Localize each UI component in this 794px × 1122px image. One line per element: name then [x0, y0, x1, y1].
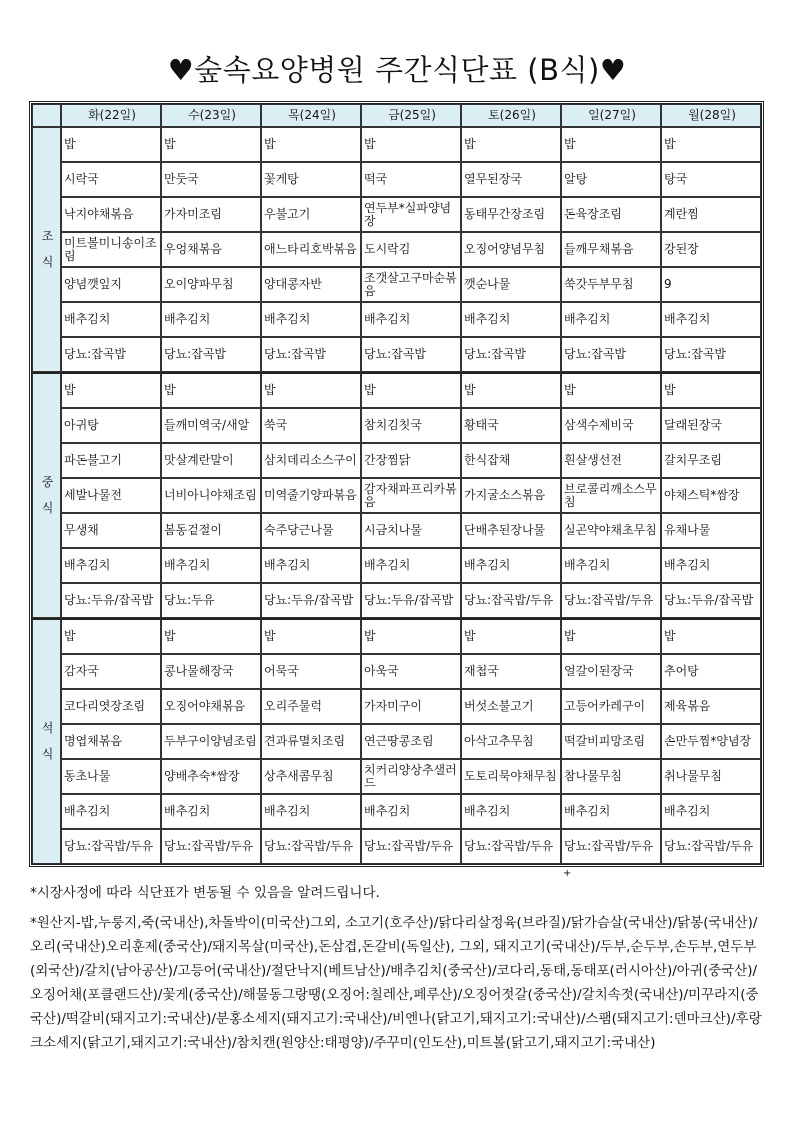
menu-cell: 우엉채볶음 [161, 232, 261, 267]
menu-cell: 떡국 [361, 162, 461, 197]
menu-cell: 취나물무침 [661, 759, 761, 794]
menu-cell: 오리주물럭 [261, 689, 361, 724]
menu-cell: 밥 [161, 372, 261, 408]
menu-cell: 당뇨:두유/잡곡밥 [361, 583, 461, 618]
menu-cell: 가자미구이 [361, 689, 461, 724]
menu-row [32, 267, 761, 302]
menu-cell: 동초나물 [61, 759, 161, 794]
menu-cell: 밥 [261, 127, 361, 162]
menu-cell: 밥 [361, 127, 461, 162]
menu-cell: 밥 [661, 618, 761, 654]
meal-label: 석 식 [32, 618, 61, 864]
menu-cell: 배추김치 [661, 794, 761, 829]
day-header: 토(26일) [461, 104, 561, 127]
menu-row [32, 443, 761, 478]
menu-cell: 실곤약야채초무침 [561, 513, 661, 548]
menu-cell: 밥 [61, 127, 161, 162]
menu-row [32, 302, 761, 337]
menu-cell: 밥 [61, 618, 161, 654]
menu-cell: 당뇨:잡곡밥/두유 [261, 829, 361, 864]
menu-cell: 밥 [661, 372, 761, 408]
menu-cell: 배추김치 [261, 794, 361, 829]
price-change-notice: *시장사정에 따라 식단표가 변동될 수 있음을 알려드립니다. [30, 885, 380, 901]
menu-cell: 세발나물전 [61, 478, 161, 513]
menu-cell: 가지굴소스볶음 [461, 478, 561, 513]
menu-cell: 당뇨:잡곡밥/두유 [661, 829, 761, 864]
menu-cell: 시락국 [61, 162, 161, 197]
menu-cell: 돈육장조림 [561, 197, 661, 232]
menu-cell: 오징어양념무침 [461, 232, 561, 267]
menu-cell: 배추김치 [161, 302, 261, 337]
menu-cell: 애느타리호박볶음 [261, 232, 361, 267]
menu-cell: 참나물무침 [561, 759, 661, 794]
menu-cell: 연근땅콩조림 [361, 724, 461, 759]
menu-cell: 쑥국 [261, 408, 361, 443]
menu-row [32, 583, 761, 618]
menu-cell: 단배추된장나물 [461, 513, 561, 548]
menu-cell: 배추김치 [561, 794, 661, 829]
menu-row [32, 372, 761, 408]
menu-row [32, 162, 761, 197]
menu-cell: 미역줄기양파볶음 [261, 478, 361, 513]
menu-cell: 배추김치 [561, 302, 661, 337]
menu-cell: 어묵국 [261, 654, 361, 689]
corner-cell [32, 104, 61, 127]
menu-cell: 배추김치 [661, 548, 761, 583]
menu-row [32, 724, 761, 759]
menu-cell: 조갯살고구마순볶음 [361, 267, 461, 302]
menu-row [32, 794, 761, 829]
menu-cell: 상추새콤무침 [261, 759, 361, 794]
menu-cell: 두부구이양념조림 [161, 724, 261, 759]
menu-cell: 배추김치 [61, 302, 161, 337]
menu-cell: 당뇨:잡곡밥 [161, 337, 261, 372]
menu-cell: 당뇨:잡곡밥 [361, 337, 461, 372]
menu-cell: 견과류멸치조림 [261, 724, 361, 759]
menu-cell: 아귀탕 [61, 408, 161, 443]
menu-cell: 밥 [261, 372, 361, 408]
menu-cell: 쑥갓두부무침 [561, 267, 661, 302]
menu-cell: 당뇨:잡곡밥/두유 [461, 829, 561, 864]
menu-cell: 배추김치 [361, 548, 461, 583]
menu-cell: 밥 [361, 618, 461, 654]
menu-cell: 배추김치 [361, 794, 461, 829]
menu-cell: 당뇨:두유/잡곡밥 [61, 583, 161, 618]
stray-mark: + [563, 868, 572, 879]
day-header: 일(27일) [561, 104, 661, 127]
menu-cell: 도시락김 [361, 232, 461, 267]
menu-row [32, 337, 761, 372]
menu-cell: 양대콩자반 [261, 267, 361, 302]
menu-cell: 밥 [461, 127, 561, 162]
meal-label: 조 식 [32, 127, 61, 372]
menu-row [32, 232, 761, 267]
menu-cell: 배추김치 [161, 548, 261, 583]
menu-cell: 배추김치 [61, 548, 161, 583]
origin-notice: *원산지-밥,누룽지,죽(국내산),차돌박이(미국산)그외, 소고기(호주산)/닭다리살정육(브라질)/닭가슴살(국내산)/닭봉(국내산)/오리(국내산)오리훈제(중국산)/돼지목살(미국산),돈삼겹,돈갈비(독일산), 그외, 돼지고기(국내산)/두부,순두부,손두부,연두부(외국산)/갈치(남아공산)/고등어(국내산)/절단낙지(베트남산)/배추김치(중국산)/코다리,동태,동태포(러시아산)/아귀(중국산)/오징어채(포클랜드산)/꽃게(중국산)/해물동그랑땡(오징어:칠레산,페루산)/오징어젓갈(중국산)/갈치속젓(국내산)/미꾸라지(중국산)/떡갈비(돼지고기:국내산)/분홍소세지(돼지고기:국내산)/비엔나(닭고기,돼지고기:국내산)/스팸(돼지고기:덴마크산)/후랑크소세지(닭고기,돼지고기:국내산)/참치캔(원양산:태평양)/주꾸미(인도산),미트볼(닭고기,돼지고기:국내산) [30, 915, 762, 1051]
menu-cell: 참치김칫국 [361, 408, 461, 443]
menu-cell: 열무된장국 [461, 162, 561, 197]
menu-row [32, 548, 761, 583]
menu-cell: 아욱국 [361, 654, 461, 689]
menu-cell: 코다리엿장조림 [61, 689, 161, 724]
menu-cell: 당뇨:두유/잡곡밥 [661, 583, 761, 618]
menu-cell: 손만두찜*양념장 [661, 724, 761, 759]
day-header: 목(24일) [261, 104, 361, 127]
menu-cell: 감자국 [61, 654, 161, 689]
menu-cell: 아삭고추무침 [461, 724, 561, 759]
menu-cell: 명엽채볶음 [61, 724, 161, 759]
menu-cell: 배추김치 [361, 302, 461, 337]
menu-cell: 밥 [161, 127, 261, 162]
menu-cell: 깻순나물 [461, 267, 561, 302]
menu-cell: 숙주당근나물 [261, 513, 361, 548]
meal-label: 중 식 [32, 372, 61, 618]
menu-cell: 시금치나물 [361, 513, 461, 548]
day-header: 월(28일) [661, 104, 761, 127]
menu-cell: 재첩국 [461, 654, 561, 689]
menu-cell: 알탕 [561, 162, 661, 197]
menu-cell: 계란찜 [661, 197, 761, 232]
menu-cell: 봄동겉절이 [161, 513, 261, 548]
menu-cell: 밥 [461, 372, 561, 408]
menu-cell: 한식잡채 [461, 443, 561, 478]
menu-cell: 파돈불고기 [61, 443, 161, 478]
menu-cell: 당뇨:잡곡밥/두유 [161, 829, 261, 864]
menu-cell: 우불고기 [261, 197, 361, 232]
menu-cell: 배추김치 [161, 794, 261, 829]
menu-cell: 당뇨:잡곡밥 [561, 337, 661, 372]
menu-cell: 제육볶음 [661, 689, 761, 724]
menu-cell: 당뇨:두유/잡곡밥 [261, 583, 361, 618]
menu-cell: 흰살생선전 [561, 443, 661, 478]
menu-row [32, 618, 761, 654]
menu-cell: 오징어야채볶음 [161, 689, 261, 724]
menu-cell: 배추김치 [261, 548, 361, 583]
menu-cell: 도토리묵야채무침 [461, 759, 561, 794]
menu-cell: 삼색수제비국 [561, 408, 661, 443]
menu-cell: 밥 [561, 372, 661, 408]
menu-cell: 꽃게탕 [261, 162, 361, 197]
menu-cell: 당뇨:잡곡밥/두유 [461, 583, 561, 618]
menu-row [32, 759, 761, 794]
menu-cell: 배추김치 [561, 548, 661, 583]
menu-cell: 양배추숙*쌈장 [161, 759, 261, 794]
menu-cell: 너비아니야채조림 [161, 478, 261, 513]
menu-cell: 가자미조림 [161, 197, 261, 232]
menu-cell: 버섯소불고기 [461, 689, 561, 724]
menu-row [32, 513, 761, 548]
menu-cell: 당뇨:잡곡밥 [61, 337, 161, 372]
menu-cell: 당뇨:잡곡밥 [461, 337, 561, 372]
menu-cell: 당뇨:잡곡밥/두유 [61, 829, 161, 864]
menu-row [32, 829, 761, 864]
menu-row [32, 478, 761, 513]
menu-cell: 야채스틱*쌈장 [661, 478, 761, 513]
menu-cell: 고등어카레구이 [561, 689, 661, 724]
menu-cell: 떡갈비피망조림 [561, 724, 661, 759]
menu-cell: 무생채 [61, 513, 161, 548]
menu-cell: 배추김치 [461, 794, 561, 829]
menu-cell: 얼갈이된장국 [561, 654, 661, 689]
menu-cell: 배추김치 [461, 302, 561, 337]
day-header-row [32, 104, 761, 127]
menu-cell: 브로콜리깨소스무침 [561, 478, 661, 513]
menu-cell: 들깨무채볶음 [561, 232, 661, 267]
menu-cell: 추어탕 [661, 654, 761, 689]
menu-cell: 배추김치 [661, 302, 761, 337]
menu-row [32, 408, 761, 443]
menu-cell: 배추김치 [461, 548, 561, 583]
day-header: 화(22일) [61, 104, 161, 127]
menu-cell: 당뇨:두유 [161, 583, 261, 618]
menu-cell: 강된장 [661, 232, 761, 267]
menu-cell: 배추김치 [261, 302, 361, 337]
menu-cell: 밥 [361, 372, 461, 408]
menu-cell: 미트볼미니송이조림 [61, 232, 161, 267]
menu-cell: 당뇨:잡곡밥 [661, 337, 761, 372]
weekly-menu-table [29, 101, 764, 867]
menu-cell: 탕국 [661, 162, 761, 197]
menu-cell: 밥 [61, 372, 161, 408]
day-header: 금(25일) [361, 104, 461, 127]
menu-cell: 당뇨:잡곡밥/두유 [361, 829, 461, 864]
menu-cell: 양념깻잎지 [61, 267, 161, 302]
menu-cell: 치커리양상추샐러드 [361, 759, 461, 794]
menu-cell: 오이양파무침 [161, 267, 261, 302]
menu-cell: 밥 [661, 127, 761, 162]
menu-cell: 만둣국 [161, 162, 261, 197]
menu-cell: 들깨미역국/새알 [161, 408, 261, 443]
menu-row [32, 654, 761, 689]
menu-cell: 당뇨:잡곡밥/두유 [561, 829, 661, 864]
menu-cell: 유채나물 [661, 513, 761, 548]
menu-cell: 감자채파프리카볶음 [361, 478, 461, 513]
menu-cell: 낙지야채볶음 [61, 197, 161, 232]
menu-row [32, 197, 761, 232]
menu-cell: 밥 [261, 618, 361, 654]
menu-row [32, 689, 761, 724]
menu-cell: 삼치데리소스구이 [261, 443, 361, 478]
menu-cell: 콩나물해장국 [161, 654, 261, 689]
menu-cell: 맛살계란말이 [161, 443, 261, 478]
menu-cell: 황태국 [461, 408, 561, 443]
menu-cell: 당뇨:잡곡밥/두유 [561, 583, 661, 618]
menu-cell: 당뇨:잡곡밥 [261, 337, 361, 372]
menu-cell: 연두부*실파양념장 [361, 197, 461, 232]
menu-cell: 밥 [561, 127, 661, 162]
menu-row [32, 127, 761, 162]
day-header: 수(23일) [161, 104, 261, 127]
menu-cell: 간장찜닭 [361, 443, 461, 478]
menu-cell: 갈치무조림 [661, 443, 761, 478]
menu-cell: 배추김치 [61, 794, 161, 829]
menu-cell: 동태무간장조림 [461, 197, 561, 232]
menu-cell: 9 [661, 267, 761, 302]
menu-cell: 밥 [461, 618, 561, 654]
menu-cell: 밥 [161, 618, 261, 654]
notes [30, 881, 765, 1055]
page-title: ♥숲속요양병원 주간식단표 (B식)♥ [167, 53, 627, 87]
menu-cell: 밥 [561, 618, 661, 654]
menu-cell: 달래된장국 [661, 408, 761, 443]
